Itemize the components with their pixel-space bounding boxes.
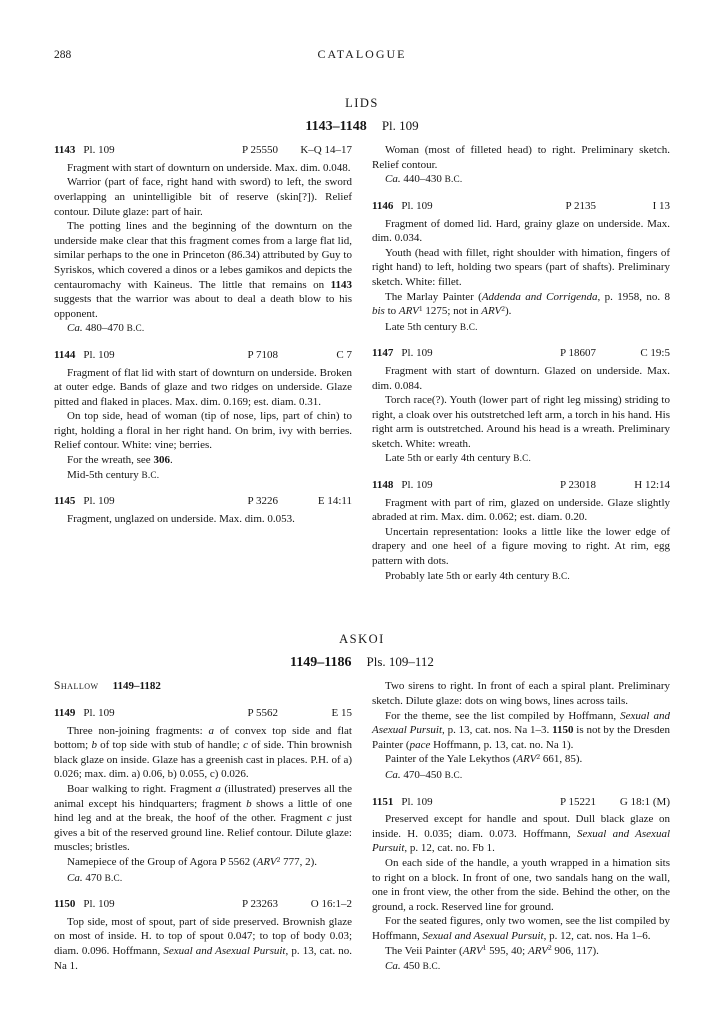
text-segment: is not by the Dresden Painter ( xyxy=(372,724,671,751)
text-segment: B.C. xyxy=(444,174,463,185)
text-segment: b xyxy=(91,739,97,752)
text-segment: 470–450 xyxy=(400,768,445,781)
text-segment: 1150 xyxy=(552,724,574,737)
text-segment: of convex top side and flat bottom; xyxy=(54,724,352,752)
paragraph xyxy=(372,393,670,451)
entry-plate: Pl. 109 xyxy=(83,707,115,719)
entry-inventory-number: P 23263 xyxy=(242,898,278,911)
text-segment: 2 xyxy=(276,854,281,864)
range-numbers: 1143–1148 xyxy=(305,118,367,134)
paragraph xyxy=(54,175,352,219)
text-segment: Sexual and Asexual Pursuit xyxy=(372,827,670,855)
text-segment: Late 5th or early 4th century xyxy=(385,452,514,465)
entry-grid-reference: C 7 xyxy=(336,348,352,361)
entry-header xyxy=(54,706,352,721)
text-segment: ARV xyxy=(516,753,537,766)
entry-plate: Pl. 109 xyxy=(83,898,115,911)
range-numbers: 1149–1186 xyxy=(290,654,352,670)
text-segment: of top side with stub of handle; xyxy=(96,739,244,752)
text-segment: c xyxy=(326,812,332,825)
entry-grid-reference: I 13 xyxy=(652,199,670,212)
entry-plate: Pl. 109 xyxy=(83,144,115,157)
entry-inventory-number: P 15221 xyxy=(560,795,596,808)
group-label xyxy=(54,679,352,694)
paragraph xyxy=(372,959,670,974)
entry-plate: Pl. 109 xyxy=(401,199,433,212)
group-range: 1149–1182 xyxy=(112,680,161,693)
entry-inventory-number: P 25550 xyxy=(242,144,278,157)
entry-number: 1146 xyxy=(372,199,394,212)
text-segment: suggests that the warrior was about to deal a death blow to his opponent. xyxy=(54,293,352,320)
paragraph xyxy=(372,856,670,914)
columns xyxy=(54,679,670,973)
paragraph xyxy=(372,290,670,320)
text-segment: B.C. xyxy=(444,769,463,780)
text-segment: ARV xyxy=(527,944,548,957)
text-segment: B.C. xyxy=(126,323,145,334)
text-segment: a xyxy=(215,782,221,795)
text-segment: Boar walking to right. Fragment xyxy=(67,782,216,795)
paragraph xyxy=(54,409,352,453)
text-segment: a xyxy=(208,724,214,737)
text-segment: B.C. xyxy=(552,570,570,581)
text-segment: , p. 12, cat. no. Fb 1. xyxy=(404,842,495,855)
paragraph xyxy=(372,679,670,708)
paragraph xyxy=(54,366,352,410)
paragraph xyxy=(372,217,670,246)
text-segment: Uncertain representation: looks a little like the lower edge of drapery and one heel of a figure moving to right. At rim, egg pattern with dots. xyxy=(372,525,670,568)
text-segment: , p. 13, cat. nos. Na 1–3. xyxy=(442,724,553,737)
text-segment: Youth (head with fillet, right shoulder with himation, fingers of right hand) to left, holding two spears (part of shafts). Preliminary sketch. White: fillet. xyxy=(372,246,670,288)
text-segment: 450 xyxy=(400,960,423,973)
entry-plate: Pl. 109 xyxy=(83,348,115,361)
text-segment: ARV xyxy=(462,944,483,957)
section-askoi xyxy=(54,632,670,973)
entry-grid-reference: O 16:1–2 xyxy=(310,898,352,911)
text-segment: 440–430 xyxy=(400,173,445,186)
range-heading xyxy=(54,119,670,135)
section-lids xyxy=(54,96,670,583)
entry-header xyxy=(54,494,352,509)
text-segment: B.C. xyxy=(422,961,441,972)
text-segment: The potting lines and the beginning of the downturn on the underside make clear that this fragment comes from a large flat lid, similar perhaps to the one in Princeton (86.34) attributed by Guy to Syriskos, which covered a dinos or a lebes gamikos and depicts the centauromachy with Kaineus. The little that remains on xyxy=(54,220,352,291)
entry-inventory-number: P 23018 xyxy=(560,479,596,492)
range-heading xyxy=(54,655,670,671)
text-segment: ARV xyxy=(481,305,502,318)
entry-number: 1148 xyxy=(372,479,394,492)
sections xyxy=(54,96,670,974)
entry-grid-reference: C 19:5 xyxy=(640,347,670,360)
entry-number: 1151 xyxy=(372,795,394,808)
paragraph xyxy=(54,724,352,782)
text-segment: 2 xyxy=(501,303,505,313)
text-segment: Top side, most of spout, part of side preserved. Brownish glaze on most of inside. H. to top of spout 0.047; to top of body 0.03; diam. 0.096. Hoffmann, xyxy=(54,915,352,957)
text-segment: bis xyxy=(372,305,385,318)
text-segment: The Marlay Painter ( xyxy=(385,290,482,303)
text-segment: 1 xyxy=(482,943,487,953)
paragraph xyxy=(372,752,670,768)
text-segment: Addenda and Corrigenda xyxy=(481,290,598,303)
paragraph xyxy=(372,914,670,943)
text-segment: Fragment of domed lid. Hard, grainy glaze on underside. Max. dim. 0.034. xyxy=(372,217,670,245)
entry-number: 1143 xyxy=(54,144,76,157)
entry-grid-reference: E 14:11 xyxy=(317,495,352,508)
paragraph xyxy=(54,512,352,527)
text-segment: 480–470 xyxy=(82,322,127,335)
text-segment: Ca. xyxy=(385,768,401,781)
paragraph xyxy=(54,871,352,886)
text-segment: Namepiece of the Group of Agora P 5562 ( xyxy=(67,855,257,868)
text-segment: B.C. xyxy=(513,453,532,464)
text-segment: B.C. xyxy=(141,469,160,480)
entry-number: 1149 xyxy=(54,707,76,719)
text-segment: 906, 117). xyxy=(551,944,599,957)
text-segment: Woman (most of filleted head) to right. Preliminary sketch. Relief contour. xyxy=(372,144,670,171)
entry-inventory-number: P 2135 xyxy=(565,199,596,212)
text-segment: 1 xyxy=(418,303,423,313)
paragraph xyxy=(372,246,670,290)
text-segment: ). xyxy=(504,305,512,318)
range-plates: Pl. 109 xyxy=(381,117,419,133)
paragraph xyxy=(54,219,352,321)
entry-grid-reference: K–Q 14–17 xyxy=(300,144,352,157)
text-segment: Three non-joining fragments: xyxy=(67,724,209,737)
entry-inventory-number: P 18607 xyxy=(560,347,596,360)
text-segment: Sexual and Asexual Pursuit xyxy=(163,944,286,957)
paragraph xyxy=(372,320,670,335)
text-segment: Sexual and Asexual Pursuit xyxy=(372,709,670,737)
text-segment: ARV xyxy=(398,305,419,318)
section-title: LIDS xyxy=(345,96,379,110)
entry-header xyxy=(372,795,670,810)
text-segment: Warrior (part of face, right hand with sword) to left, the sword overlapping an unintelligible bit of reserve (skin[?]). Relief contour. Dilute glaze: part of hair. xyxy=(54,176,352,218)
text-segment: Fragment with start of downturn on underside. Max. dim. 0.048. xyxy=(67,161,351,174)
entry-inventory-number: P 3226 xyxy=(247,495,278,508)
text-segment: . xyxy=(169,454,173,467)
entry-inventory-number: P 7108 xyxy=(247,348,278,361)
paragraph xyxy=(372,569,670,584)
text-segment: Fragment with part of rim, glazed on underside. Glaze slightly abraded at rim. Max. dim. 0.062; est. diam. 0.20. xyxy=(372,496,670,524)
entry-grid-reference: E 15 xyxy=(331,707,352,719)
text-segment: , p. 12, cat. nos. Ha 1–6. xyxy=(543,929,651,942)
text-segment: pace xyxy=(409,738,431,751)
text-segment: Sexual and Asexual Pursuit xyxy=(422,929,544,942)
text-segment: On top side, head of woman (tip of nose, lips, part of chin) to right, holding a floral in her right hand. On brim, ivy with berries. Relief contour. White: vine; berries. xyxy=(54,410,352,452)
page-header xyxy=(54,47,670,63)
text-segment: Painter of the Yale Lekythos ( xyxy=(385,753,517,766)
text-segment: For the seated figures, only two women, see the list compiled by Hoffmann, xyxy=(372,915,670,942)
running-title: CATALOGUE xyxy=(317,47,407,61)
text-segment: For the wreath, see xyxy=(67,454,154,467)
column-left xyxy=(54,679,352,973)
paragraph xyxy=(54,915,352,973)
entry-inventory-number: P 5562 xyxy=(247,707,278,719)
text-segment: Ca. xyxy=(67,322,83,335)
text-segment: B.C. xyxy=(459,321,478,332)
paragraph xyxy=(54,453,352,468)
text-segment: Preserved except for handle and spout. Dull black glaze on inside. H. 0.035; diam. 0.073. Hoffmann, xyxy=(372,813,670,840)
text-segment: (illustrated) preserves all the animal except his hindquarters; fragment xyxy=(54,782,352,810)
text-segment: Ca. xyxy=(385,960,401,973)
text-segment: 2 xyxy=(547,943,552,953)
text-segment: 661, 85). xyxy=(540,753,583,766)
text-segment: 306 xyxy=(153,454,170,467)
entry-number: 1144 xyxy=(54,348,76,361)
entry-plate: Pl. 109 xyxy=(401,479,433,492)
text-segment: The Veii Painter ( xyxy=(385,944,463,957)
text-segment: Fragment of flat lid with start of downturn on underside. Broken at outer edge. Bands of glaze and two ridges on underside. Glaze pitted and flaked in places. Max. dim. 0.169; est. diam. 0.31. xyxy=(54,366,352,408)
entry-plate: Pl. 109 xyxy=(401,347,433,360)
entry-number: 1147 xyxy=(372,347,394,360)
text-segment: 595, 40; xyxy=(486,944,528,957)
page-number: 288 xyxy=(54,49,72,61)
text-segment: Fragment with start of downturn. Glazed on underside. Max. dim. 0.084. xyxy=(372,364,670,392)
entry-number: 1150 xyxy=(54,898,76,911)
text-segment: , p. 13, cat. no. Na 1. xyxy=(54,944,352,972)
paragraph xyxy=(372,172,670,187)
text-segment: Ca. xyxy=(385,173,401,186)
text-segment: , p. 1958, no. 8 xyxy=(597,290,670,303)
text-segment: ARV xyxy=(256,855,277,868)
entry-grid-reference: H 12:14 xyxy=(634,479,670,492)
entry-header xyxy=(54,348,352,363)
text-segment: of side. Thin brownish black glaze on inside. Glaze has a greenish cast in places. P.H. of a) 0.026; max. dim. a) 0.06, b) 0.055, c) 0.026. xyxy=(54,739,352,781)
text-segment: b xyxy=(246,797,252,810)
paragraph xyxy=(54,468,352,483)
entry-header xyxy=(372,199,670,214)
text-segment: 1275; not in xyxy=(422,305,482,318)
text-segment: Hoffmann, p. 13, cat. no. Na 1). xyxy=(430,738,574,751)
paragraph xyxy=(54,161,352,176)
text-segment: Late 5th century xyxy=(385,320,460,333)
text-segment: 470 xyxy=(82,871,105,884)
paragraph xyxy=(372,812,670,856)
paragraph xyxy=(372,944,670,960)
paragraph xyxy=(372,709,670,753)
section-title: ASKOI xyxy=(339,632,385,647)
entry-header xyxy=(54,143,352,158)
entry-number: 1145 xyxy=(54,495,76,508)
column-right xyxy=(372,143,670,583)
paragraph xyxy=(54,855,352,871)
entry-plate: Pl. 109 xyxy=(401,795,433,808)
text-segment: Mid-5th century xyxy=(67,468,142,481)
group-name: Shallow xyxy=(54,680,99,693)
entry-header xyxy=(54,897,352,912)
text-segment: to xyxy=(384,305,399,318)
paragraph xyxy=(372,768,670,783)
text-segment: Ca. xyxy=(67,871,83,884)
paragraph xyxy=(372,364,670,393)
text-segment: c xyxy=(243,739,248,752)
text-segment: 2 xyxy=(536,752,541,762)
text-segment: 777, 2). xyxy=(280,855,317,868)
range-plates: Pls. 109–112 xyxy=(366,653,434,669)
entry-grid-reference: G 18:1 (M) xyxy=(619,795,670,808)
entry-plate: Pl. 109 xyxy=(83,495,115,508)
entry-header xyxy=(372,346,670,361)
text-segment: Fragment, unglazed on underside. Max. dim. 0.053. xyxy=(67,512,295,525)
paragraph xyxy=(372,143,670,172)
text-segment: shows a little of one hind leg and at the break, the hoof of the other. Fragment xyxy=(54,797,352,825)
text-segment: Torch race(?). Youth (lower part of right leg missing) striding to right, a cloak over his outstretched left arm, a torch in his hand. His right arm is outstretched. Around his head is a wreath. Preliminary sketch. White: wreath. xyxy=(372,394,670,450)
text-segment: just gives a bit of the reserved ground line. Relief contour. Dilute glaze: muscles; bristles. xyxy=(54,812,352,854)
columns xyxy=(54,143,670,583)
text-segment: On each side of the handle, a youth wrapped in a himation sits to right on a block. In front of one, two sandals hang on the wall, one in front view, the other from the side. Behind the other, on the ground, a rock. Reserved line for ground. xyxy=(372,856,670,913)
text-segment: For the theme, see the list compiled by Hoffmann, xyxy=(385,709,621,722)
paragraph xyxy=(54,782,352,855)
text-segment: 1143 xyxy=(330,278,352,291)
column-right xyxy=(372,679,670,973)
paragraph xyxy=(372,496,670,525)
text-segment: Probably late 5th or early 4th century xyxy=(385,569,553,582)
column-left xyxy=(54,143,352,583)
entry-header xyxy=(372,478,670,493)
paragraph xyxy=(372,451,670,466)
paragraph xyxy=(372,525,670,569)
paragraph xyxy=(54,321,352,336)
text-segment: B.C. xyxy=(104,872,123,883)
text-segment: Two sirens to right. In front of each a spiral plant. Preliminary sketch. Dilute glaze: dots on wing bows, lines across tails. xyxy=(372,680,670,707)
